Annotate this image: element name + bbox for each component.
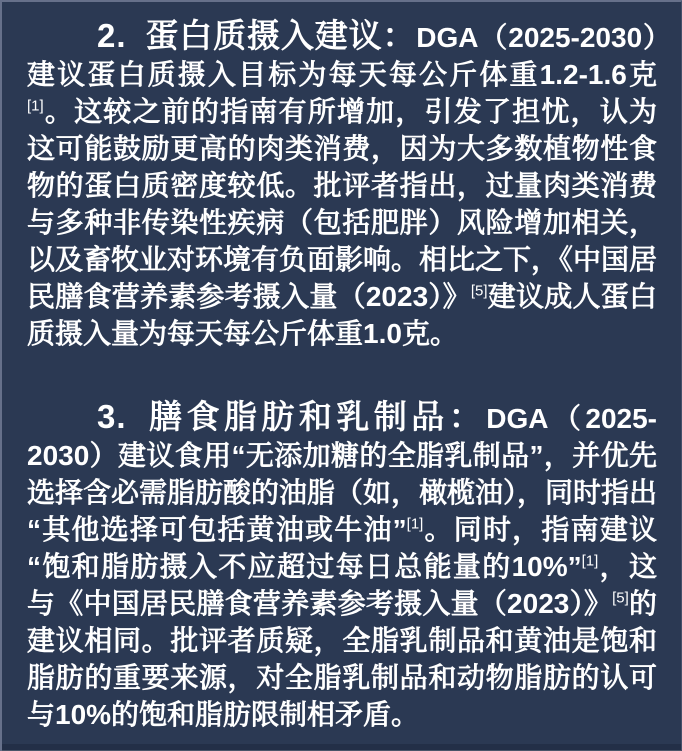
body-text: ，这与《中国居民膳食营养素参考摄入量（2023）》: [27, 551, 657, 619]
body-text: 。同时，指南建议“饱和脂肪摄入不应超过每日总能量的10%”: [27, 514, 657, 582]
citation-superscript: [1]: [406, 515, 424, 533]
citation-superscript: [5]: [470, 282, 488, 300]
body-text: 。: [429, 318, 458, 349]
paragraph: [27, 17, 657, 352]
emphasis-text: 每天每公斤体重1.2-1.6克: [328, 59, 657, 90]
paragraph: [27, 398, 657, 733]
body-text: 的建议相同。批评者质疑，全脂乳制品和黄油是饱和脂肪的重要来源，对全脂乳制品和动物脂肪的认可与10%的饱和脂肪限制相矛盾。: [27, 588, 657, 730]
paragraph-number: 3.: [97, 398, 127, 435]
paragraph-heading: 膳食脂肪和乳制品：: [144, 398, 487, 435]
body-text: 。这较之前的指南有所增加，引发了担忧，认为这可能鼓励更高的肉类消费，因为大多数植物性食物的蛋白质密度较低。批评者指出，过量肉类消费与多种非传染性疾病（包括肥胖）风险增加相关，以及畜牧业对环境有负面影响。相比之下，《中国居民膳食营养素参考摄入量（2023）》: [27, 96, 658, 312]
body-text: 建议成人蛋白质摄入量为: [27, 281, 657, 349]
content: [2, 2, 681, 733]
paragraph-number: 2.: [97, 17, 127, 54]
citation-superscript: [1]: [581, 552, 599, 570]
paragraph-heading: 蛋白质摄入建议：: [144, 17, 417, 54]
bottom-edge-bar: [2, 744, 681, 751]
body-text: DGA（2025-2030）建议蛋白质摄入目标为: [27, 22, 658, 90]
citation-superscript: [1]: [27, 97, 44, 115]
body-text: DGA（2025-2030）建议食用“无添加糖的全脂乳制品”，并优先选择含必需脂肪酸的油脂（如，橄榄油），同时指出“其他选择可包括黄油或牛油”: [27, 403, 658, 545]
emphasis-text: 每天每公斤体重1.0克: [167, 318, 430, 349]
citation-superscript: [5]: [612, 589, 629, 607]
